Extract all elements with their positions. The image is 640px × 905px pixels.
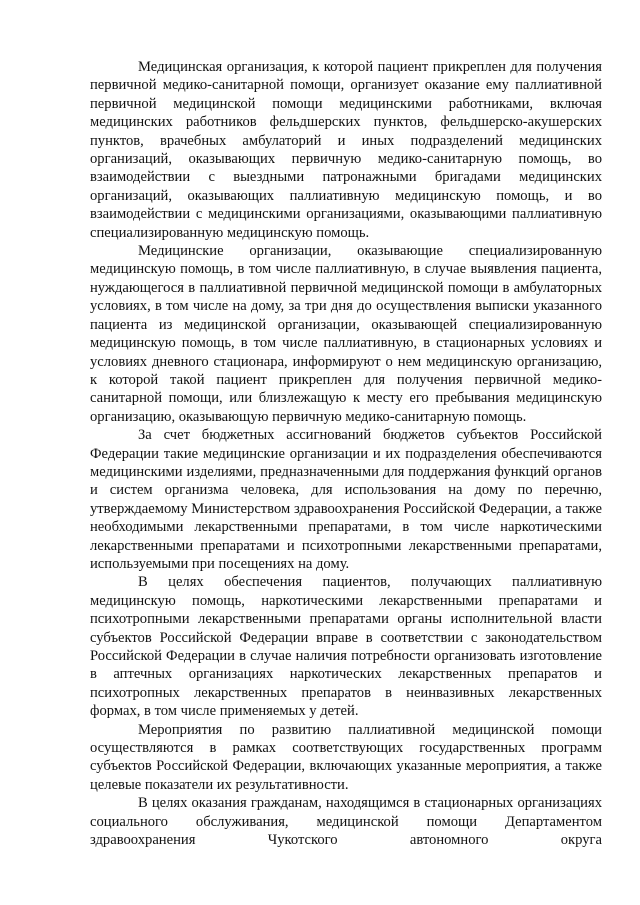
paragraph-5: Мероприятия по развитию паллиативной медицинской помощи осуществляются в рамках соответствующих государственных программ субъектов Российской Федерации, включающих указанные мероприятия, а также целевые показатели их результативности. [90,721,602,793]
paragraph-4: В целях обеспечения пациентов, получающих паллиативную медицинскую помощь, наркотическими лекарственными препаратами и психотропными лекарственными препаратами органы исполнительной власти субъектов Российской Федерации вправе в соответствии с законодательством Российской Федерации в случае наличия потребности организовать изготовление в аптечных организациях наркотических лекарственных препаратов и психотропных лекарственных препаратов в неинвазивных лекарственных формах, в том числе применяемых у детей. [90,574,602,720]
paragraph-2: Медицинские организации, оказывающие специализированную медицинскую помощь, в том числе паллиативную, в случае выявления пациента, нуждающегося в паллиативной первичной медицинской помощи в амбулаторных условиях, в том числе на дому, за три дня до осуществления выписки указанного пациента из медицинской организации, оказывающей специализированную медицинскую помощь, в том числе паллиативную, в стационарных условиях и условиях дневного стационара, информируют о нем медицинскую организацию, к которой такой пациент прикреплен для получения первичной медико-санитарной помощи, или близлежащую к месту его пребывания медицинскую организацию, оказывающую первичную медико-санитарную помощь. [90,243,602,425]
paragraph-6: В целях оказания гражданам, находящимся в стационарных организациях социального обслуживания, медицинской помощи Департаментом здравоохранения Чукотского автономного округа [90,795,602,849]
paragraph-1: Медицинская организация, к которой пациент прикреплен для получения первичной медико-санитарной помощи, организует оказание ему паллиативной первичной медицинской помощи медицинскими работниками, включая медицинских работников фельдшерских пунктов, фельдшерско-акушерских пунктов, врачебных амбулаторий и иных подразделений медицинских организаций, оказывающих первичную медико-санитарную помощь, во взаимодействии с выездными патронажными бригадами медицинских организаций, оказывающих паллиативную медицинскую помощь, и во взаимодействии с медицинскими организациями, оказывающими паллиативную специализированную медицинскую помощь. [90,59,602,241]
document-page [90,58,602,849]
paragraph-3: За счет бюджетных ассигнований бюджетов субъектов Российской Федерации такие медицинские организации и их подразделения обеспечиваются медицинскими изделиями, предназначенными для поддержания функций органов и систем организма человека, для использования на дому по перечню, утверждаемому Министерством здравоохранения Российской Федерации, а также необходимыми лекарственными препаратами, в том числе наркотическими лекарственными препаратами и психотропными лекарственными препаратами, используемыми при посещениях на дому. [90,427,602,572]
